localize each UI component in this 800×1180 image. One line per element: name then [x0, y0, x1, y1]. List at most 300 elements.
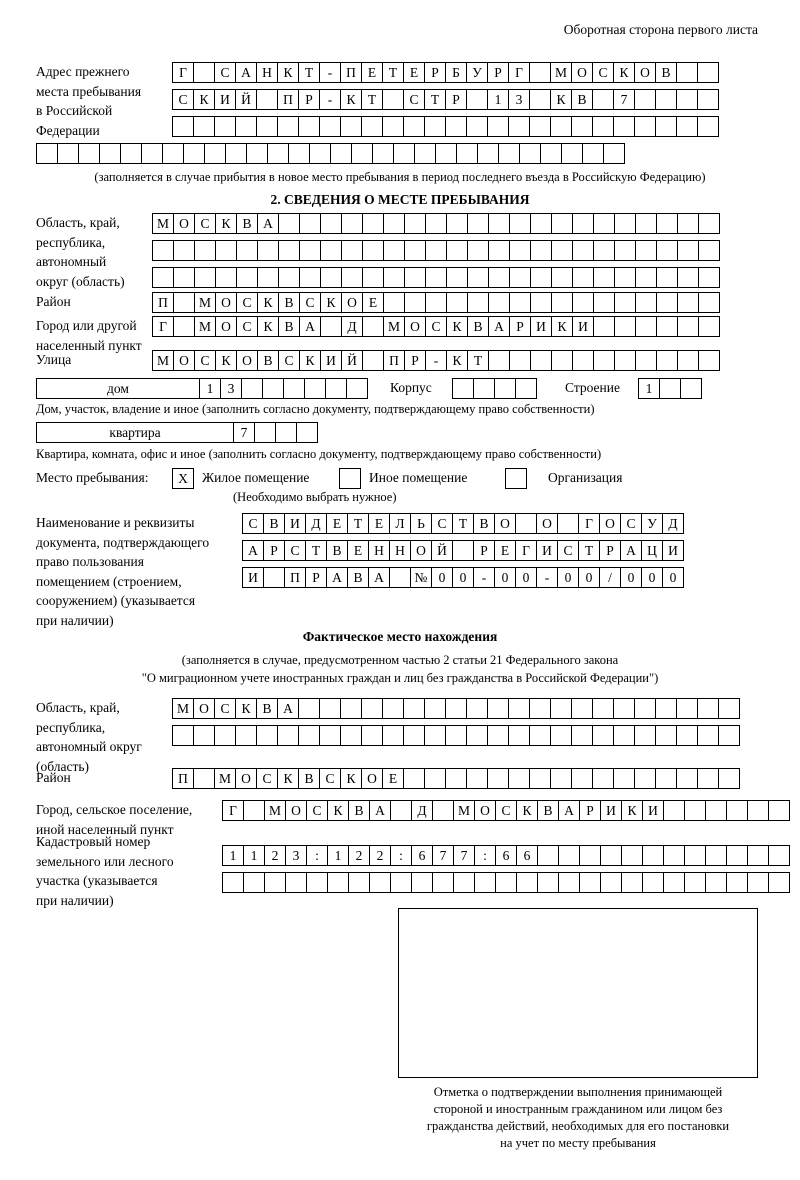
form-cell[interactable]: С [172, 89, 194, 110]
form-cell[interactable] [655, 698, 677, 719]
form-cell[interactable]: В [298, 768, 320, 789]
form-cell[interactable] [214, 725, 236, 746]
form-cell[interactable]: В [537, 800, 559, 821]
form-cell[interactable] [656, 292, 678, 313]
form-cell[interactable]: И [284, 513, 306, 534]
form-cell[interactable]: 0 [620, 567, 642, 588]
form-cell[interactable] [550, 725, 572, 746]
district-row[interactable] [152, 292, 719, 313]
form-cell[interactable] [635, 350, 657, 371]
form-cell[interactable] [424, 768, 446, 789]
form-cell[interactable] [635, 213, 657, 234]
form-cell[interactable]: Ь [410, 513, 432, 534]
form-cell[interactable]: 6 [495, 845, 517, 866]
form-cell[interactable] [614, 292, 636, 313]
region-row[interactable] [152, 240, 719, 261]
form-cell[interactable] [705, 872, 727, 893]
form-cell[interactable]: 2 [369, 845, 391, 866]
form-cell[interactable]: К [621, 800, 643, 821]
form-cell[interactable] [330, 143, 352, 164]
form-cell[interactable] [404, 213, 426, 234]
form-cell[interactable] [467, 213, 489, 234]
form-cell[interactable]: С [236, 292, 258, 313]
form-cell[interactable] [593, 240, 615, 261]
form-cell[interactable] [698, 292, 720, 313]
form-cell[interactable] [257, 267, 279, 288]
form-cell[interactable]: О [536, 513, 558, 534]
document-row[interactable] [242, 513, 683, 534]
form-cell[interactable] [267, 143, 289, 164]
form-cell[interactable]: Б [445, 62, 467, 83]
form-cell[interactable]: Т [347, 513, 369, 534]
form-cell[interactable] [141, 143, 163, 164]
form-cell[interactable] [382, 116, 404, 137]
form-cell[interactable] [340, 725, 362, 746]
form-cell[interactable] [697, 116, 719, 137]
form-cell[interactable]: Р [445, 89, 467, 110]
form-cell[interactable] [278, 213, 300, 234]
form-cell[interactable] [362, 240, 384, 261]
form-cell[interactable] [634, 725, 656, 746]
form-cell[interactable] [369, 872, 391, 893]
form-cell[interactable] [697, 89, 719, 110]
form-cell[interactable] [299, 240, 321, 261]
form-cell[interactable] [298, 725, 320, 746]
form-cell[interactable] [558, 845, 580, 866]
form-cell[interactable] [621, 845, 643, 866]
form-cell[interactable] [296, 422, 318, 443]
form-cell[interactable]: И [572, 316, 594, 337]
form-cell[interactable] [656, 267, 678, 288]
form-cell[interactable]: 1 [243, 845, 265, 866]
form-cell[interactable] [99, 143, 121, 164]
form-cell[interactable] [635, 316, 657, 337]
form-cell[interactable] [487, 768, 509, 789]
form-cell[interactable]: И [536, 540, 558, 561]
form-cell[interactable]: К [193, 89, 215, 110]
form-cell[interactable]: 7 [613, 89, 635, 110]
form-cell[interactable] [278, 240, 300, 261]
form-cell[interactable] [172, 725, 194, 746]
form-cell[interactable]: Г [152, 316, 174, 337]
form-cell[interactable] [551, 350, 573, 371]
form-cell[interactable] [634, 768, 656, 789]
form-cell[interactable] [404, 292, 426, 313]
form-cell[interactable] [561, 143, 583, 164]
form-cell[interactable] [684, 872, 706, 893]
form-cell[interactable]: С [431, 513, 453, 534]
form-cell[interactable]: Т [382, 62, 404, 83]
form-cell[interactable] [655, 116, 677, 137]
form-cell[interactable]: 0 [662, 567, 684, 588]
form-cell[interactable]: Й [431, 540, 453, 561]
form-cell[interactable]: О [410, 540, 432, 561]
form-cell[interactable] [424, 725, 446, 746]
form-cell[interactable] [684, 845, 706, 866]
form-cell[interactable]: О [285, 800, 307, 821]
form-cell[interactable] [298, 698, 320, 719]
previous-address-row[interactable] [172, 89, 718, 110]
form-cell[interactable] [698, 213, 720, 234]
form-cell[interactable]: С [319, 768, 341, 789]
form-cell[interactable] [530, 267, 552, 288]
form-cell[interactable] [477, 143, 499, 164]
form-cell[interactable] [495, 872, 517, 893]
form-cell[interactable] [572, 213, 594, 234]
form-cell[interactable]: М [172, 698, 194, 719]
form-cell[interactable] [487, 725, 509, 746]
form-cell[interactable]: О [361, 768, 383, 789]
form-cell[interactable] [508, 116, 530, 137]
form-cell[interactable] [551, 292, 573, 313]
form-cell[interactable] [341, 240, 363, 261]
form-cell[interactable] [467, 267, 489, 288]
form-cell[interactable] [320, 213, 342, 234]
form-cell[interactable] [613, 768, 635, 789]
form-cell[interactable] [515, 378, 537, 399]
form-cell[interactable] [663, 800, 685, 821]
form-cell[interactable] [362, 213, 384, 234]
form-cell[interactable]: 0 [641, 567, 663, 588]
form-cell[interactable]: М [264, 800, 286, 821]
form-cell[interactable]: И [320, 350, 342, 371]
form-cell[interactable] [509, 267, 531, 288]
form-cell[interactable] [705, 800, 727, 821]
form-cell[interactable] [550, 116, 572, 137]
form-cell[interactable]: Е [403, 62, 425, 83]
form-cell[interactable]: С [236, 316, 258, 337]
form-cell[interactable]: Н [368, 540, 390, 561]
form-cell[interactable]: Ц [641, 540, 663, 561]
form-cell[interactable] [320, 240, 342, 261]
form-cell[interactable] [698, 350, 720, 371]
form-cell[interactable] [445, 725, 467, 746]
form-cell[interactable] [277, 116, 299, 137]
form-cell[interactable]: И [214, 89, 236, 110]
form-cell[interactable] [593, 213, 615, 234]
form-cell[interactable]: С [403, 89, 425, 110]
form-cell[interactable] [613, 698, 635, 719]
form-cell[interactable] [235, 725, 257, 746]
flat-box-label[interactable]: квартира [36, 422, 234, 443]
form-cell[interactable] [425, 240, 447, 261]
form-cell[interactable] [445, 698, 467, 719]
document-row[interactable] [242, 540, 683, 561]
form-cell[interactable] [582, 143, 604, 164]
checkbox-zhiloe[interactable]: Х [172, 468, 194, 489]
form-cell[interactable]: Р [579, 800, 601, 821]
form-cell[interactable] [655, 89, 677, 110]
form-cell[interactable]: Г [172, 62, 194, 83]
form-cell[interactable]: 1 [199, 378, 221, 399]
form-cell[interactable] [656, 316, 678, 337]
form-cell[interactable] [152, 267, 174, 288]
form-cell[interactable] [530, 240, 552, 261]
form-cell[interactable]: В [571, 89, 593, 110]
form-cell[interactable] [579, 845, 601, 866]
form-cell[interactable] [383, 267, 405, 288]
form-cell[interactable] [404, 240, 426, 261]
form-cell[interactable]: В [347, 567, 369, 588]
form-cell[interactable] [254, 422, 276, 443]
form-cell[interactable] [642, 845, 664, 866]
form-cell[interactable] [698, 267, 720, 288]
form-cell[interactable]: К [613, 62, 635, 83]
form-cell[interactable] [697, 725, 719, 746]
form-cell[interactable] [320, 316, 342, 337]
form-cell[interactable] [530, 350, 552, 371]
form-cell[interactable] [452, 540, 474, 561]
form-cell[interactable] [655, 725, 677, 746]
form-cell[interactable] [346, 378, 368, 399]
form-cell[interactable] [634, 116, 656, 137]
form-cell[interactable] [509, 240, 531, 261]
form-cell[interactable] [614, 350, 636, 371]
form-cell[interactable] [222, 872, 244, 893]
form-cell[interactable] [243, 800, 265, 821]
form-cell[interactable] [592, 89, 614, 110]
form-cell[interactable] [277, 725, 299, 746]
form-cell[interactable]: О [173, 213, 195, 234]
form-cell[interactable] [172, 116, 194, 137]
form-cell[interactable]: К [551, 316, 573, 337]
form-cell[interactable] [635, 240, 657, 261]
form-cell[interactable] [225, 143, 247, 164]
form-cell[interactable] [435, 143, 457, 164]
form-cell[interactable] [403, 768, 425, 789]
form-cell[interactable] [488, 240, 510, 261]
form-cell[interactable] [236, 240, 258, 261]
form-cell[interactable] [215, 267, 237, 288]
form-cell[interactable] [382, 725, 404, 746]
form-cell[interactable] [452, 378, 474, 399]
form-cell[interactable] [508, 725, 530, 746]
form-cell[interactable] [684, 800, 706, 821]
form-cell[interactable] [466, 698, 488, 719]
form-cell[interactable]: П [284, 567, 306, 588]
form-cell[interactable] [340, 698, 362, 719]
form-cell[interactable] [519, 143, 541, 164]
form-cell[interactable] [718, 698, 740, 719]
form-cell[interactable] [466, 725, 488, 746]
form-cell[interactable] [275, 422, 297, 443]
cadastral-row[interactable] [222, 872, 789, 893]
form-cell[interactable] [78, 143, 100, 164]
form-cell[interactable]: С [495, 800, 517, 821]
form-cell[interactable] [747, 800, 769, 821]
form-cell[interactable]: Р [305, 567, 327, 588]
form-cell[interactable] [299, 213, 321, 234]
form-cell[interactable]: 0 [452, 567, 474, 588]
street-row[interactable] [152, 350, 719, 371]
form-cell[interactable] [529, 62, 551, 83]
form-cell[interactable]: И [600, 800, 622, 821]
form-cell[interactable] [530, 292, 552, 313]
form-cell[interactable] [509, 292, 531, 313]
form-cell[interactable]: 3 [285, 845, 307, 866]
form-cell[interactable]: О [173, 350, 195, 371]
form-cell[interactable] [466, 768, 488, 789]
form-cell[interactable] [425, 292, 447, 313]
form-cell[interactable]: С [194, 350, 216, 371]
form-cell[interactable] [246, 143, 268, 164]
form-cell[interactable] [361, 698, 383, 719]
form-cell[interactable] [403, 116, 425, 137]
form-cell[interactable]: С [592, 62, 614, 83]
form-cell[interactable]: : [390, 845, 412, 866]
form-cell[interactable]: Д [305, 513, 327, 534]
form-cell[interactable] [403, 725, 425, 746]
form-cell[interactable] [634, 698, 656, 719]
form-cell[interactable] [306, 872, 328, 893]
form-cell[interactable] [529, 116, 551, 137]
form-cell[interactable]: В [256, 698, 278, 719]
form-cell[interactable] [572, 240, 594, 261]
form-cell[interactable]: П [340, 62, 362, 83]
form-cell[interactable]: К [299, 350, 321, 371]
form-cell[interactable] [341, 213, 363, 234]
form-cell[interactable]: В [348, 800, 370, 821]
form-cell[interactable] [204, 143, 226, 164]
form-cell[interactable] [424, 698, 446, 719]
form-cell[interactable] [558, 872, 580, 893]
document-row[interactable] [242, 567, 683, 588]
form-cell[interactable]: М [152, 213, 174, 234]
form-cell[interactable]: Г [222, 800, 244, 821]
form-cell[interactable] [488, 267, 510, 288]
form-cell[interactable]: Р [599, 540, 621, 561]
form-cell[interactable]: О [474, 800, 496, 821]
form-cell[interactable]: Н [256, 62, 278, 83]
form-cell[interactable]: О [571, 62, 593, 83]
form-cell[interactable] [372, 143, 394, 164]
form-cell[interactable] [677, 213, 699, 234]
form-cell[interactable] [194, 267, 216, 288]
form-cell[interactable]: 2 [348, 845, 370, 866]
form-cell[interactable] [173, 292, 195, 313]
form-cell[interactable]: С [278, 350, 300, 371]
city-row[interactable] [152, 316, 719, 337]
flat-cells[interactable] [233, 422, 317, 443]
form-cell[interactable] [257, 240, 279, 261]
form-cell[interactable]: Л [389, 513, 411, 534]
form-cell[interactable] [215, 240, 237, 261]
form-cell[interactable]: Г [578, 513, 600, 534]
form-cell[interactable]: В [236, 213, 258, 234]
form-cell[interactable] [593, 316, 615, 337]
form-cell[interactable] [173, 316, 195, 337]
form-cell[interactable]: К [340, 768, 362, 789]
house-number-cells[interactable] [199, 378, 367, 399]
form-cell[interactable] [432, 800, 454, 821]
form-cell[interactable]: Н [389, 540, 411, 561]
form-cell[interactable] [453, 872, 475, 893]
form-cell[interactable] [551, 213, 573, 234]
form-cell[interactable] [634, 89, 656, 110]
form-cell[interactable]: О [404, 316, 426, 337]
form-cell[interactable] [283, 378, 305, 399]
form-cell[interactable]: К [257, 292, 279, 313]
form-cell[interactable] [383, 292, 405, 313]
form-cell[interactable]: Е [347, 540, 369, 561]
form-cell[interactable]: О [215, 316, 237, 337]
form-cell[interactable] [613, 116, 635, 137]
actual-region-row[interactable] [172, 725, 739, 746]
form-cell[interactable]: 2 [264, 845, 286, 866]
form-cell[interactable] [593, 350, 615, 371]
form-cell[interactable] [236, 267, 258, 288]
form-cell[interactable]: К [446, 316, 468, 337]
form-cell[interactable]: О [494, 513, 516, 534]
form-cell[interactable]: А [488, 316, 510, 337]
form-cell[interactable] [193, 725, 215, 746]
form-cell[interactable] [655, 768, 677, 789]
form-cell[interactable] [592, 698, 614, 719]
form-cell[interactable] [677, 240, 699, 261]
korpus-cells[interactable] [452, 378, 536, 399]
form-cell[interactable]: Т [578, 540, 600, 561]
form-cell[interactable]: 0 [494, 567, 516, 588]
stamp-area[interactable] [398, 908, 758, 1078]
form-cell[interactable] [173, 267, 195, 288]
form-cell[interactable] [256, 725, 278, 746]
stroenie-cells[interactable] [638, 378, 701, 399]
form-cell[interactable] [473, 378, 495, 399]
form-cell[interactable]: Р [424, 62, 446, 83]
form-cell[interactable]: С [425, 316, 447, 337]
form-cell[interactable]: Е [326, 513, 348, 534]
form-cell[interactable] [361, 725, 383, 746]
form-cell[interactable] [424, 116, 446, 137]
form-cell[interactable] [362, 316, 384, 337]
form-cell[interactable] [676, 725, 698, 746]
form-cell[interactable] [677, 267, 699, 288]
form-cell[interactable]: Й [341, 350, 363, 371]
form-cell[interactable] [466, 89, 488, 110]
form-cell[interactable] [425, 267, 447, 288]
form-cell[interactable] [319, 725, 341, 746]
form-cell[interactable] [659, 378, 681, 399]
form-cell[interactable]: Т [424, 89, 446, 110]
form-cell[interactable]: К [257, 316, 279, 337]
form-cell[interactable] [351, 143, 373, 164]
form-cell[interactable] [592, 768, 614, 789]
form-cell[interactable]: 1 [222, 845, 244, 866]
form-cell[interactable] [572, 350, 594, 371]
form-cell[interactable]: В [263, 513, 285, 534]
form-cell[interactable]: Е [494, 540, 516, 561]
form-cell[interactable]: А [235, 62, 257, 83]
form-cell[interactable] [550, 768, 572, 789]
form-cell[interactable] [676, 116, 698, 137]
form-cell[interactable]: 7 [453, 845, 475, 866]
form-cell[interactable] [432, 872, 454, 893]
form-cell[interactable] [768, 872, 790, 893]
form-cell[interactable]: И [662, 540, 684, 561]
form-cell[interactable] [676, 62, 698, 83]
form-cell[interactable] [319, 698, 341, 719]
form-cell[interactable] [446, 292, 468, 313]
actual-city-row[interactable] [222, 800, 789, 821]
form-cell[interactable] [677, 350, 699, 371]
form-cell[interactable] [382, 698, 404, 719]
form-cell[interactable] [663, 872, 685, 893]
previous-address-row[interactable] [172, 62, 718, 83]
form-cell[interactable]: С [214, 62, 236, 83]
form-cell[interactable]: С [299, 292, 321, 313]
form-cell[interactable] [214, 116, 236, 137]
form-cell[interactable]: А [299, 316, 321, 337]
